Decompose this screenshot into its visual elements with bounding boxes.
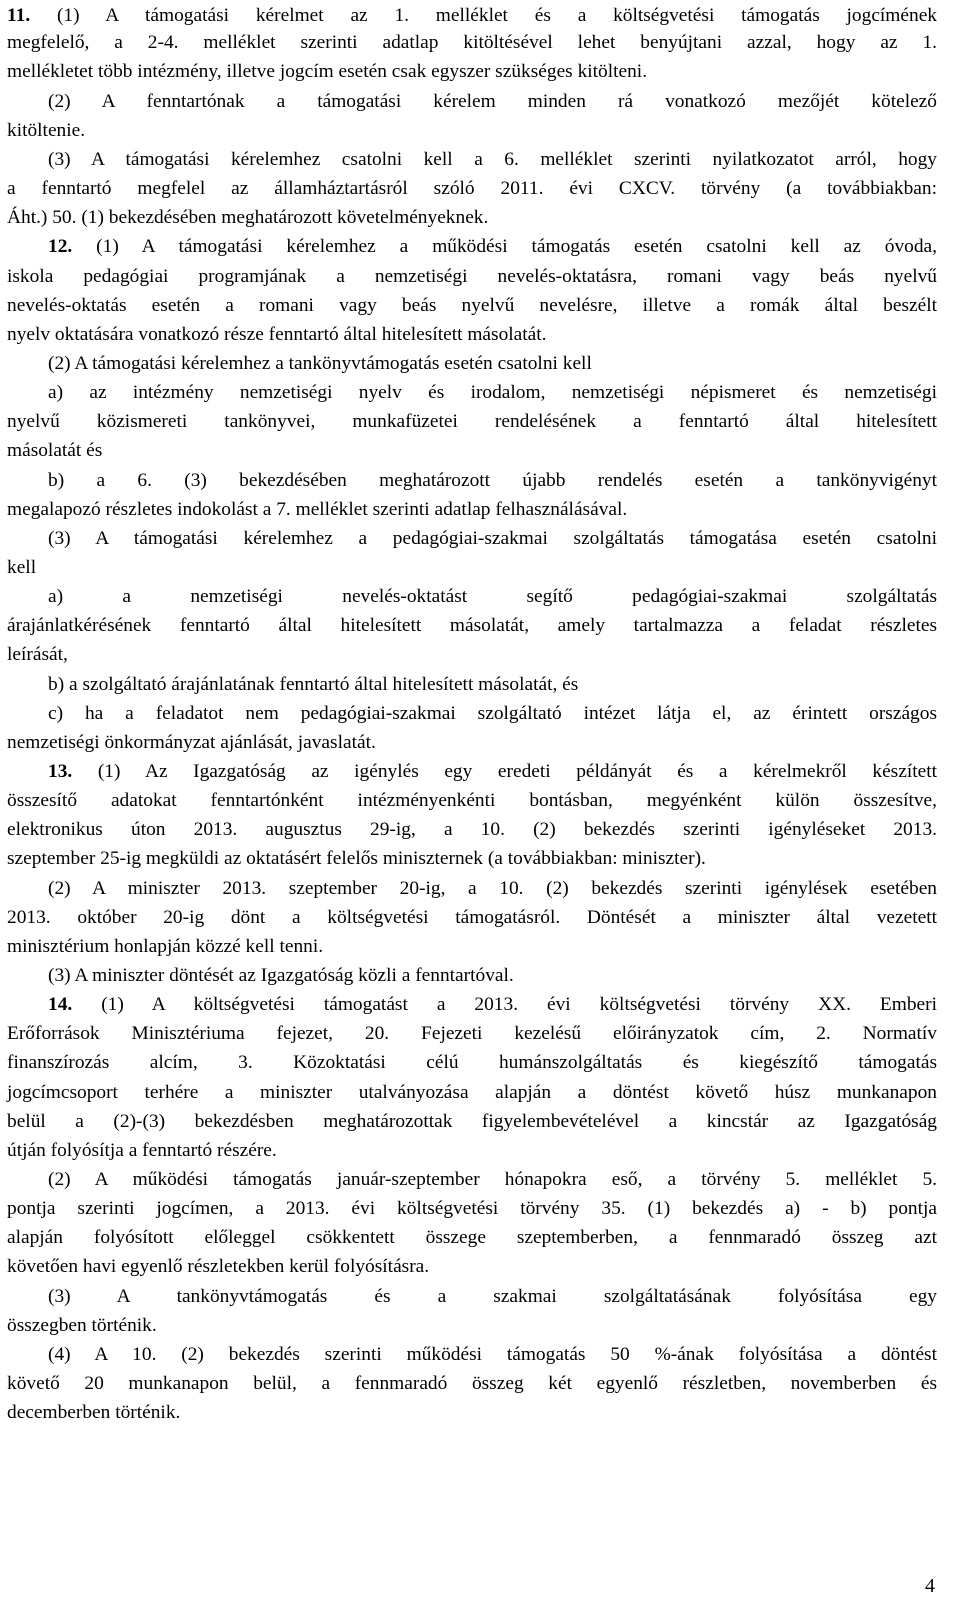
section-number: 12.: [48, 236, 73, 257]
text-line: [48, 992, 937, 1018]
line-text: (1) A támogatási kérelemhez a működési támogatás esetén csatolni kell az óvoda,: [72, 236, 937, 257]
text-line: nemzetiségi önkormányzat ajánlását, javaslatát.: [7, 732, 376, 753]
text-line: belül a (2)-(3) bekezdésben meghatározottak figyelembevételével a kincstár az Igazgatóság: [7, 1111, 937, 1132]
text-line: (2) A támogatási kérelemhez a tankönyvtámogatás esetén csatolni kell: [48, 353, 592, 374]
text-line: kitöltenie.: [7, 120, 86, 141]
text-line: Áht.) 50. (1) bekezdésében meghatározott követelményeknek.: [7, 207, 489, 228]
text-line: követően havi egyenlő részletekben kerül folyósításra.: [7, 1256, 430, 1277]
text-line: 2013. október 20-ig dönt a költségvetési támogatásról. Döntését a miniszter által vezetett: [7, 907, 937, 928]
text-line: (2) A miniszter 2013. szeptember 20-ig, a 10. (2) bekezdés szerinti igénylések esetében: [48, 878, 937, 899]
text-line: (4) A 10. (2) bekezdés szerinti működési támogatás 50 %-ának folyósítása a döntést: [48, 1344, 937, 1365]
text-line: (3) A miniszter döntését az Igazgatóság közli a fenntartóval.: [48, 965, 514, 986]
line-text: (1) A költségvetési támogatást a 2013. évi költségvetési törvény XX. Emberi: [72, 994, 937, 1015]
text-line: a) a nemzetiségi nevelés-oktatást segítő pedagógiai-szakmai szolgáltatás: [48, 586, 937, 607]
text-line: b) a szolgáltató árajánlatának fenntartó által hitelesített másolatát, és: [48, 674, 579, 695]
text-line: alapján folyósított előleggel csökkentett összege szeptemberben, a fennmaradó összeg azt: [7, 1227, 937, 1248]
text-line: összesítő adatokat fenntartónként intézményenkénti bontásban, megyénként külön összesítve,: [7, 790, 937, 811]
text-line: [7, 3, 937, 29]
text-line: elektronikus úton 2013. augusztus 29-ig, a 10. (2) bekezdés szerinti igényléseket 2013.: [7, 819, 937, 840]
text-line: útján folyósítja a fenntartó részére.: [7, 1140, 277, 1161]
text-line: [48, 234, 937, 260]
text-line: nevelés-oktatás esetén a romani vagy beás nyelvű nevelésre, illetve a romák által beszélt: [7, 295, 937, 316]
text-line: kell: [7, 557, 37, 578]
text-line: szeptember 25-ig megküldi az oktatásért felelős miniszternek (a továbbiakban: miniszter).: [7, 848, 706, 869]
line-text: (1) Az Igazgatóság az igénylés egy eredeti példányát és a kérelmekről készített: [72, 761, 937, 782]
text-line: (2) A fenntartónak a támogatási kérelem minden rá vonatkozó mezőjét kötelező: [48, 91, 937, 112]
text-line: árajánlatkérésének fenntartó által hitelesített másolatát, amely tartalmazza a feladat részletes: [7, 615, 937, 636]
text-line: decemberben történik.: [7, 1402, 181, 1423]
text-line: megfelelő, a 2-4. melléklet szerinti adatlap kitöltésével lehet benyújtani azzal, hogy az 1.: [7, 32, 937, 53]
section-number: 13.: [48, 761, 73, 782]
page-number: 4: [925, 1575, 935, 1597]
line-text: (1) A támogatási kérelmet az 1. melléklet és a költségvetési támogatás jogcímének: [30, 5, 937, 26]
text-line: minisztérium honlapján közzé kell tenni.: [7, 936, 324, 957]
text-line: (2) A működési támogatás január-szeptember hónapokra eső, a törvény 5. melléklet 5.: [48, 1169, 937, 1190]
text-line: leírását,: [7, 644, 68, 665]
text-line: másolatát és: [7, 440, 103, 461]
text-line: a fenntartó megfelel az államháztartásról szóló 2011. évi CXCV. törvény (a továbbiakban:: [7, 178, 937, 199]
text-line: a) az intézmény nemzetiségi nyelv és irodalom, nemzetiségi népismeret és nemzetiségi: [48, 382, 937, 403]
section-number: 11.: [7, 5, 31, 26]
text-line: jogcímcsoport terhére a miniszter utalványozása alapján a döntést követő húsz munkanapon: [7, 1082, 937, 1103]
text-line: [48, 759, 937, 785]
text-line: finanszírozás alcím, 3. Közoktatási célú humánszolgáltatás és kiegészítő támogatás: [7, 1052, 937, 1073]
text-line: (3) A támogatási kérelemhez csatolni kell a 6. melléklet szerinti nyilatkozatot arról, hogy: [48, 149, 937, 170]
text-line: (3) A támogatási kérelemhez a pedagógiai-szakmai szolgáltatás támogatása esetén csatolni: [48, 528, 937, 549]
text-line: követő 20 munkanapon belül, a fennmaradó összeg két egyenlő részletben, novemberben és: [7, 1373, 937, 1394]
text-line: (3) A tankönyvtámogatás és a szakmai szolgáltatásának folyósítása egy: [48, 1286, 937, 1307]
text-line: Erőforrások Minisztériuma fejezet, 20. Fejezeti kezelésű előirányzatok cím, 2. Normatív: [7, 1023, 937, 1044]
text-line: iskola pedagógiai programjának a nemzetiségi nevelés-oktatásra, romani vagy beás nyelvű: [7, 266, 937, 287]
text-line: c) ha a feladatot nem pedagógiai-szakmai szolgáltató intézet látja el, az érintett országos: [48, 703, 937, 724]
text-line: pontja szerinti jogcímen, a 2013. évi költségvetési törvény 35. (1) bekezdés a) - b) pontja: [7, 1198, 937, 1219]
text-line: nyelv oktatására vonatkozó része fenntartó által hitelesített másolatát.: [7, 324, 547, 345]
text-line: megalapozó részletes indokolást a 7. melléklet szerinti adatlap felhasználásával.: [7, 499, 628, 520]
text-line: nyelvű közismereti tankönyvei, munkafüzetei rendelésének a fenntartó által hitelesített: [7, 411, 937, 432]
text-line: mellékletet több intézmény, illetve jogcím esetén csak egyszer szükséges kitölteni.: [7, 61, 648, 82]
text-line: összegben történik.: [7, 1315, 157, 1336]
text-line: b) a 6. (3) bekezdésében meghatározott újabb rendelés esetén a tankönyvigényt: [48, 470, 937, 491]
section-number: 14.: [48, 994, 73, 1015]
